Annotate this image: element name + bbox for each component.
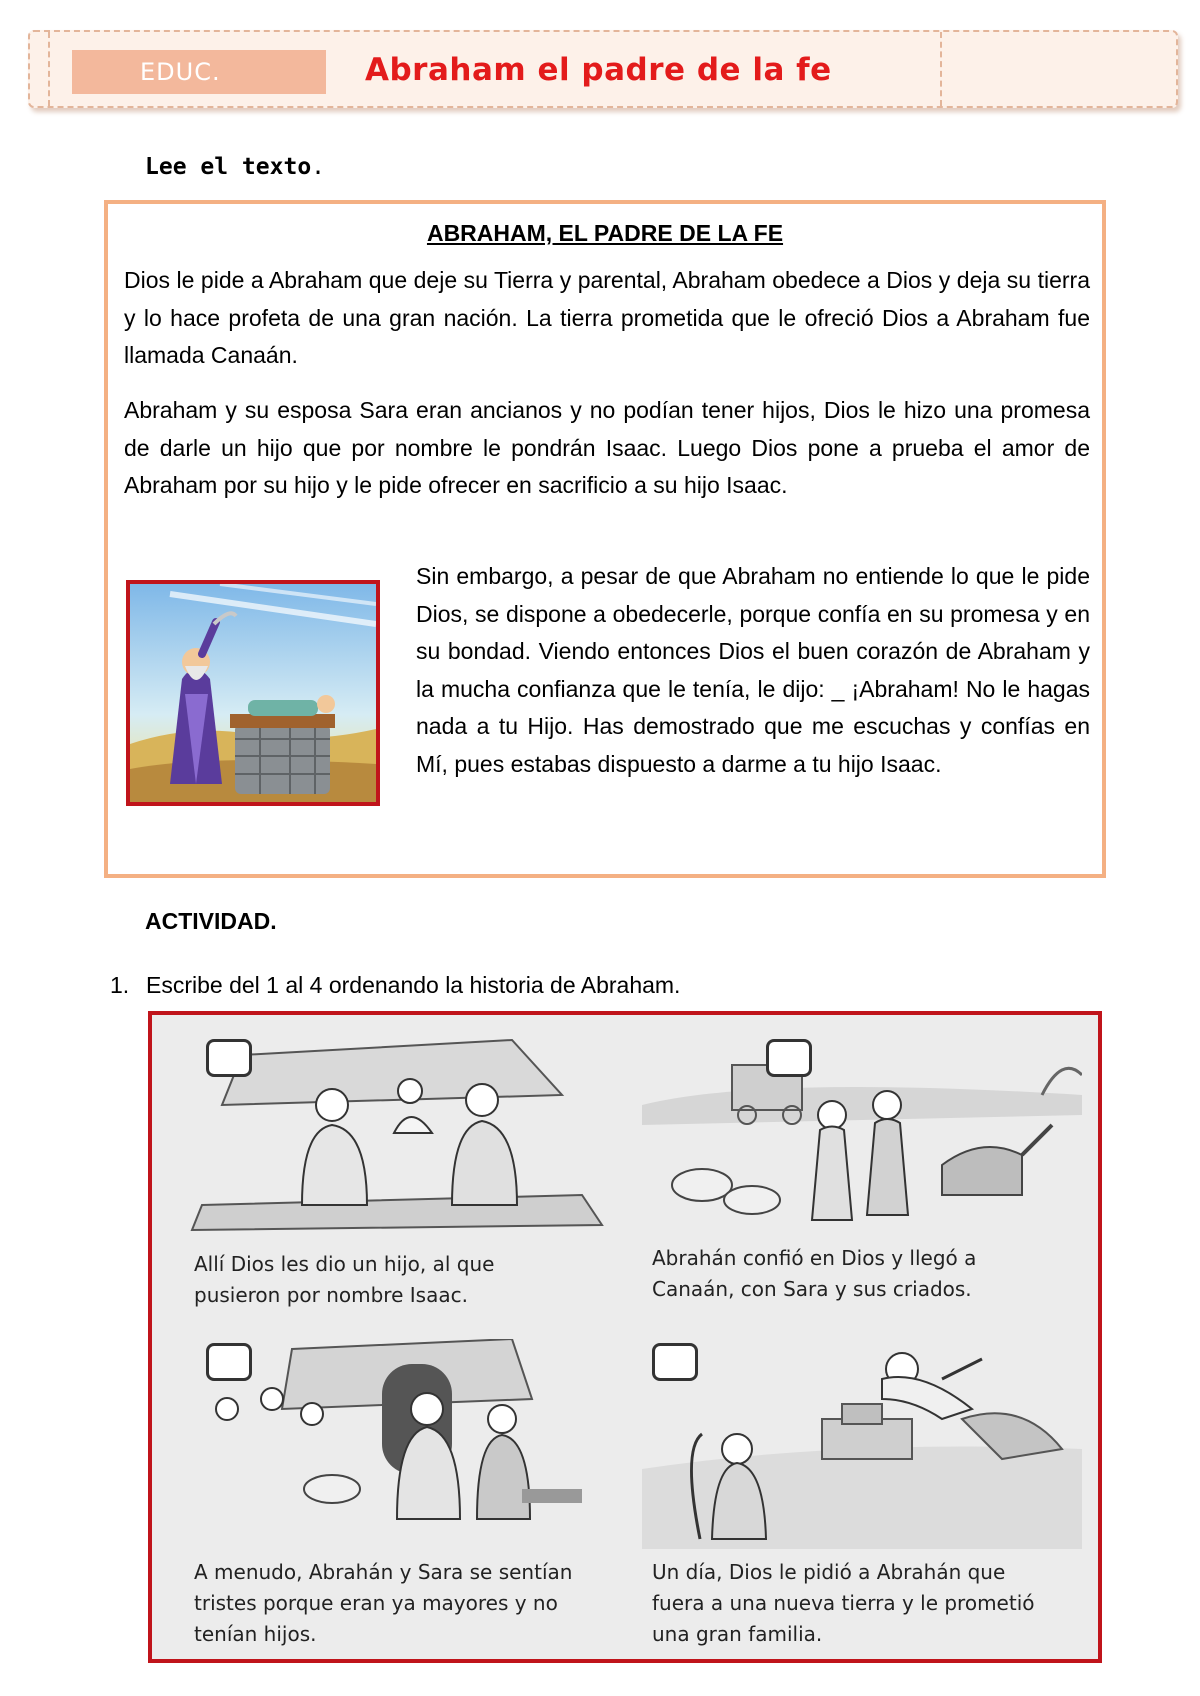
story-panel (642, 1339, 1092, 1661)
header-divider (48, 32, 50, 106)
reading-box (104, 200, 1106, 878)
caption-line: Un día, Dios le pidió a Abrahán que (652, 1560, 1006, 1584)
task-number: 1. (110, 972, 130, 998)
task-instruction (110, 972, 680, 999)
header-banner (28, 30, 1178, 108)
caption-line: tenían hijos. (194, 1622, 317, 1646)
order-number-box[interactable] (766, 1039, 812, 1077)
caption-line: A menudo, Abrahán y Sara se sentían (194, 1560, 573, 1584)
panel-caption (194, 1557, 634, 1650)
activity-title: ACTIVIDAD. (145, 908, 277, 934)
caption-line: fuera a una nueva tierra y le prometió (652, 1591, 1035, 1615)
activity-panel-grid (148, 1011, 1102, 1663)
caption-line: una gran familia. (652, 1622, 823, 1646)
reading-title: ABRAHAM, EL PADRE DE LA FE (426, 220, 784, 246)
story-panel (642, 1035, 1092, 1325)
story-panel (182, 1035, 622, 1325)
caption-line: Allí Dios les dio un hijo, al que (194, 1252, 495, 1276)
reading-paragraph: Dios le pide a Abraham que deje su Tierra y parental, Abraham obedece a Dios y deja su tierra y lo hace profeta de una gran nación. La tierra prometida que le ofreció Dios a Abraham fue llamada Canaán. (124, 267, 1090, 368)
reading-paragraph: Abraham y su esposa Sara eran ancianos y no podían tener hijos, Dios le hizo una promesa de darle un hijo que por nombre le pondrán Isaac. Luego Dios pone a prueba el amor de Abraham por su hijo y le pide ofrecer en sacrificio a su hijo Isaac. (124, 397, 1090, 498)
panel-caption (652, 1243, 1092, 1305)
story-panel (182, 1339, 622, 1661)
instruction-period: . (311, 154, 326, 180)
order-number-box[interactable] (652, 1343, 698, 1381)
order-number-box[interactable] (206, 1343, 252, 1381)
caption-line: Canaán, con Sara y sus criados. (652, 1277, 972, 1301)
instruction-text: Lee el texto (145, 154, 312, 180)
reading-instruction (145, 154, 325, 180)
reading-paragraph: Sin embargo, a pesar de que Abraham no entiende lo que le pide Dios, se dispone a obedecerle, porque confía en su promesa y en su bondad. Viendo entonces Dios el buen corazón de Abraham y la mucha confianza que le tenía, le dijo: _ ¡Abraham! No le hagas nada a tu Hijo. Has demostrado que me escuchas y confías en Mí, pues estabas dispuesto a darme a tu hijo Isaac. (416, 563, 1090, 777)
subject-tag: EDUC. (72, 50, 326, 94)
order-number-box[interactable] (206, 1039, 252, 1077)
caption-line: pusieron por nombre Isaac. (194, 1283, 468, 1307)
caption-line: tristes porque eran ya mayores y no (194, 1591, 558, 1615)
panel-caption (652, 1557, 1092, 1650)
god-calls-abraham-illustration (642, 1339, 1082, 1549)
task-text: Escribe del 1 al 4 ordenando la historia de Abraham. (146, 972, 681, 998)
journey-to-canaan-illustration (642, 1035, 1082, 1245)
panel-caption (194, 1249, 624, 1311)
page-title: Abraham el padre de la fe (365, 52, 832, 88)
caption-line: Abrahán confió en Dios y llegó a (652, 1246, 977, 1270)
header-divider (940, 32, 942, 106)
abraham-sacrifice-illustration (126, 580, 380, 806)
